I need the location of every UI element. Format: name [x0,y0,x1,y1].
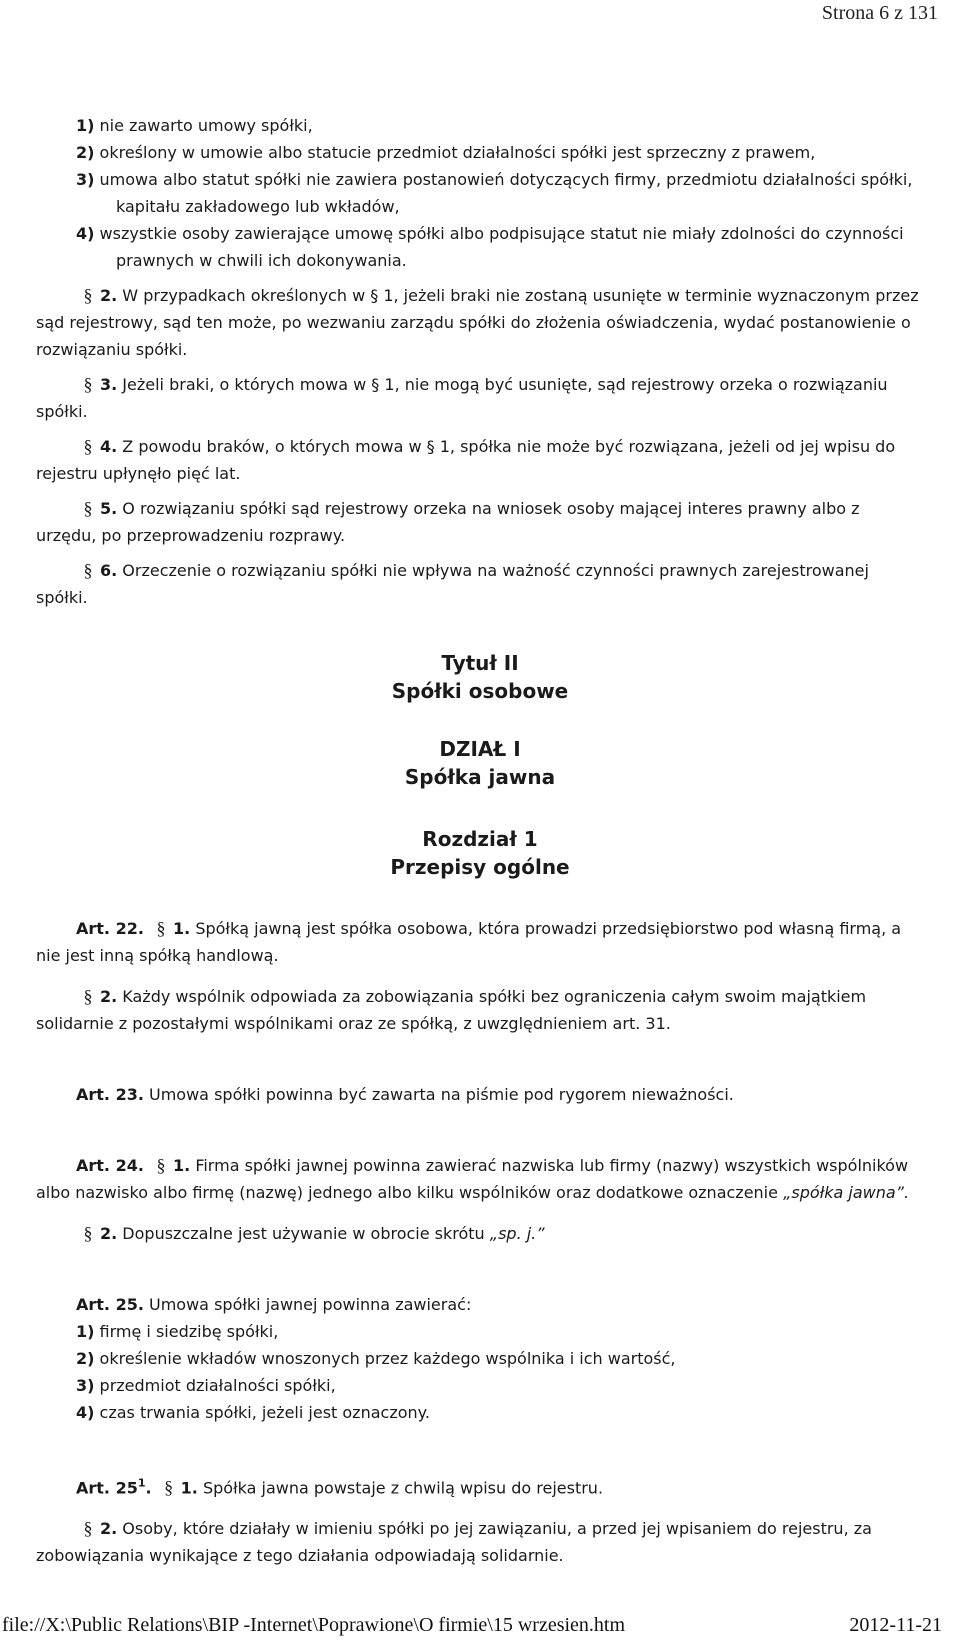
paragraph-6: § 6. Orzeczenie o rozwiązaniu spółki nie wpływa na ważność czynności prawnych zarejestrowanej spółki. [36,560,869,607]
article-23: Art. 23. Umowa spółki powinna być zawarta na piśmie pod rygorem nieważności. [76,1085,734,1104]
list-item: 1) nie zawarto umowy spółki, [76,116,313,135]
article-22: Art. 22. § 1. Spółką jawną jest spółka osobowa, która prowadzi przedsiębiorstwo pod własną firmą, a nie jest inną spółką handlową. [36,918,902,965]
footer-date: 2012-11-21 [849,1614,942,1636]
list-top [36,112,924,274]
page-number: Strona 6 z 131 [821,2,938,24]
rozdzial-heading: Rozdział 1 Przepisy ogólne [390,827,570,879]
paragraph-5: § 5. O rozwiązaniu spółki sąd rejestrowy orzeka na wniosek osoby mającej interes prawny albo z urzędu, po przeprowadzeniu rozprawy. [36,498,860,545]
paragraph-3: § 3. Jeżeli braki, o których mowa w § 1, nie mogą być usunięte, sąd rejestrowy orzeka o rozwiązaniu spółki. [36,374,888,421]
title-heading: Tytuł II Spółki osobowe [391,651,569,703]
list-item: 4) wszystkie osoby zawierające umowę spółki albo podpisujące statut nie miały zdolności do czynności prawnych w chwili ich dokonywania. [76,224,904,270]
article-24: Art. 24. § 1. Firma spółki jawnej powinna zawierać nazwiska lub firmy (nazwy) wszystkich wspólników albo nazwisko albo firmę (nazwę) jednego albo kilku wspólników oraz dodatkowe oznaczenie „spółka jawna”. [36,1155,910,1202]
list-item: 3) umowa albo statut spółki nie zawiera postanowień dotyczących firmy, przedmiotu działalności spółki, kapitału zakładowego lub wkładów, [76,170,913,216]
article-25: Art. 25. Umowa spółki jawnej powinna zawierać: [76,1295,472,1314]
list-item: 2) określony w umowie albo statucie przedmiot działalności spółki jest sprzeczny z prawem, [76,143,816,162]
list-item: 2) określenie wkładów wnoszonych przez każdego wspólnika i ich wartość, [76,1349,676,1368]
list-item: 4) czas trwania spółki, jeżeli jest oznaczony. [76,1403,430,1422]
dzial-heading: DZIAŁ I Spółka jawna [404,737,556,789]
article-25-1-paragraph-2: § 2. Osoby, które działały w imieniu spółki po jej zawiązaniu, a przed jej wpisaniem do rejestru, za zobowiązania wynikające z tego działania odpowiadają solidarnie. [36,1518,872,1566]
list-item: 3) przedmiot działalności spółki, [76,1376,336,1395]
paragraph-2: § 2. W przypadkach określonych w § 1, jeżeli braki nie zostaną usunięte w terminie wyznaczonym przez sąd rejestrowy, sąd ten może, po wezwaniu zarządu spółki do złożenia oświadczenia, wydać postanowienie o rozwiązaniu spółki. [36,285,919,359]
article-22-paragraph-2: § 2. Każdy wspólnik odpowiada za zobowiązania spółki bez ograniczenia całym swoim majątkiem solidarnie z pozostałymi wspólnikami oraz ze spółką, z uwzględnieniem art. 31. [36,986,867,1033]
article-25-1: Art. $25^1$. § 1. Spółka jawna powstaje z chwilą wpisu do rejestru. [76,1477,604,1498]
paragraph-4: § 4. Z powodu braków, o których mowa w § 1, spółka nie może być rozwiązana, jeżeli od jej wpisu do rejestru upłynęło pięć lat. [36,436,896,483]
list-item: 1) firmę i siedzibę spółki, [76,1322,279,1341]
footer-file-path: file://X:\Public Relations\BIP -Internet\Poprawione\O firmie\15 wrzesien.htm [2,1614,626,1636]
document-body [36,112,924,1569]
article-24-paragraph-2: § 2. Dopuszczalne jest używanie w obrocie skrótu „sp. j.” [83,1223,545,1243]
